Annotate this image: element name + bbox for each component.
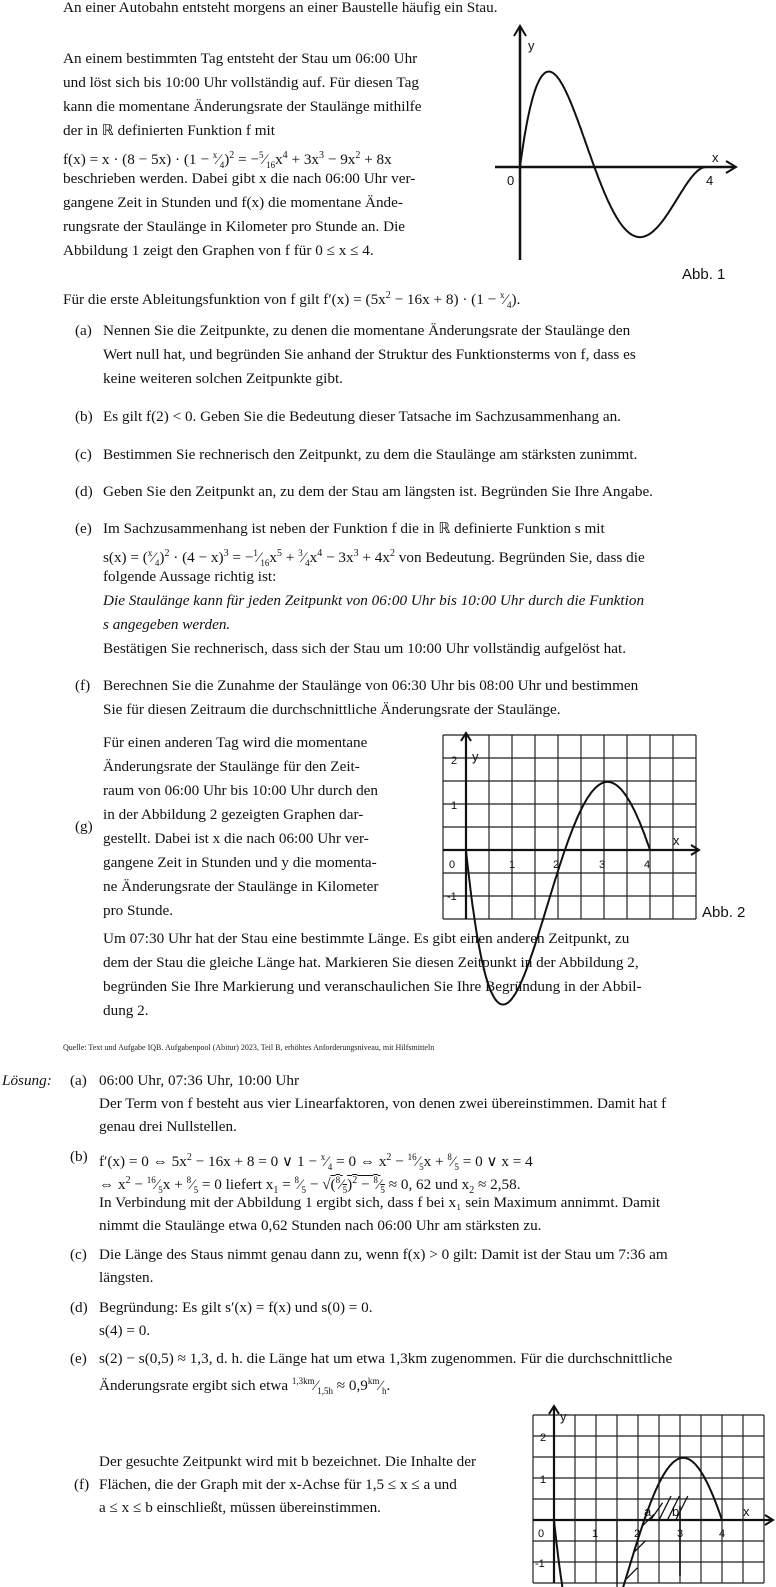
solution-f-line: Der gesuchte Zeitpunkt wird mit b bezeichnet. Die Inhalte der (99, 1453, 477, 1470)
y-tick-label: -1 (447, 891, 457, 903)
function-f-definition: $f(x) = x \cdot (8 - 5x) \cdot (1 - ^x⁄_4)^2$ = $-^5⁄_{16}x^4 + 3x^3 - 9x^2 + 8x$ (63, 150, 392, 171)
task-a-line: Wert null hat, und begründen Sie anhand der Struktur des Funktionsterms von f, dass es (103, 346, 636, 363)
function-s-definition: $s(x) = (^x⁄_4)^2 \cdot (4 - x)^3$ = $-^1⁄_{16}x^5$ + $^3⁄_4x^4 - 3x^3 + 4x^2$ von Bedeutung. Begründen Sie, dass die (103, 548, 645, 569)
task-g-line: Für einen anderen Tag wird die momentane (103, 734, 368, 751)
task-g-line: Um 07:30 Uhr hat der Stau eine bestimmte Länge. Es gibt einen anderen Zeitpunkt, zu (103, 930, 630, 947)
task-e-line: Im Sachzusammenhang ist neben der Funktion f die in ℝ definierte Funktion s mit (103, 520, 605, 537)
x-tick-label: 1 (592, 1528, 599, 1540)
task-label: (e) (75, 520, 92, 537)
figure-1-caption: Abb. 1 (682, 266, 726, 283)
task-g-line: in der Abbildung 2 gezeigten Graphen dar- (103, 806, 364, 823)
task-g-line: begründen Sie Ihre Markierung und veranschaulichen Sie Ihre Begründung in der Abbil- (103, 978, 642, 995)
task-e-statement: Die Staulänge kann für jeden Zeitpunkt von 06:00 Uhr bis 10:00 Uhr durch die Funktion (103, 592, 645, 609)
solution-b-line: ⇔ $x^2$ − $^{16}⁄_5x$ + $^8⁄_5 = 0$ liefert $x_1$ = $^8⁄_5$ − $√(^8⁄_5)^2$ − $^8⁄_5 \approx 0$, 62 und $x_2 \approx 2,58$. (99, 1175, 521, 1197)
graph-f (520, 72, 706, 238)
x-tick-label: 1 (509, 859, 516, 871)
solution-label: (f) (74, 1476, 90, 1493)
task-a-line: keine weiteren solchen Zeitpunkte gibt. (103, 370, 343, 387)
solution-b-line: nimmt die Staulänge etwa 0,62 Stunden nach 06:00 Uhr am stärksten zu. (99, 1217, 542, 1234)
x-tick-label: 3 (677, 1528, 684, 1540)
y-tick-label: 1 (451, 800, 458, 812)
x-tick-label: 4 (719, 1528, 726, 1540)
context-line: Abbildung 1 zeigt den Graphen von f für 0 ≤ x ≤ 4. (63, 242, 374, 259)
task-b-line: Es gilt f(2) < 0. Geben Sie die Bedeutung dieser Tatsache im Sachzusammenhang an. (103, 408, 621, 425)
task-g-line: gestellt. Dabei ist x die nach 06:00 Uhr ver- (103, 830, 369, 847)
solution-label: (a) (70, 1072, 87, 1089)
x-tick-label: 4 (644, 859, 651, 871)
context-line: gangene Zeit in Stunden und f(x) die momentane Ände- (63, 194, 403, 211)
task-c-line: Bestimmen Sie rechnerisch den Zeitpunkt, zu dem die Staulänge am stärksten zunimmt. (103, 446, 638, 463)
solution-d-line: s(4) = 0. (99, 1322, 151, 1339)
y-tick-label: 1 (540, 1474, 547, 1486)
y-tick-label: -1 (535, 1558, 545, 1570)
task-g-line: dem der Stau die gleiche Länge hat. Markieren Sie diesen Zeitpunkt in der Abbildung 2, (103, 954, 639, 971)
task-f-line: Sie für diesen Zeitraum die durchschnittliche Änderungsrate der Staulänge. (103, 701, 561, 718)
task-label: (g) (75, 818, 93, 835)
solution-f-line: a ≤ x ≤ b einschließt, müssen übereinstimmen. (99, 1499, 381, 1516)
task-g-line: pro Stunde. (103, 902, 174, 919)
marker-a-label: a (644, 1504, 652, 1519)
figure-2-caption: Abb. 2 (702, 904, 746, 921)
context-line: beschrieben werden. Dabei gibt x die nach 06:00 Uhr ver- (63, 170, 416, 187)
x-axis-label: x (743, 1504, 750, 1519)
task-label: (a) (75, 322, 92, 339)
task-e-line: folgende Aussage richtig ist: (103, 568, 277, 585)
context-line: kann die momentane Änderungsrate der Staulänge mithilfe (63, 98, 422, 115)
task-label: (f) (75, 677, 91, 694)
task-g-line: Änderungsrate der Staulänge für den Zeit- (103, 758, 360, 775)
task-f-line: Berechnen Sie die Zunahme der Staulänge von 06:30 Uhr bis 08:00 Uhr und bestimmen (103, 677, 639, 694)
task-g-line: ne Änderungsrate der Staulänge in Kilometer (103, 878, 379, 895)
figure-2-graph (443, 735, 703, 925)
solution-e-line: s(2) − s(0,5) ≈ 1,3, d. h. die Länge hat um etwa 1,3km zugenommen. Für die durchschnittliche (99, 1350, 673, 1367)
marker-b-label: b (672, 1504, 680, 1519)
solution-label: (d) (70, 1299, 88, 1316)
solution-b-line: In Verbindung mit der Abbildung 1 ergibt sich, dass f bei x₁ sein Maximum annimmt. Damit (99, 1194, 661, 1211)
task-label: (b) (75, 408, 93, 425)
y-axis-label: y (528, 38, 535, 53)
solution-f-line: Flächen, die der Graph mit der x-Achse für 1,5 ≤ x ≤ a und (99, 1476, 457, 1493)
solution-b-line: f′(x) = 0 ⇔ $5x^2 - 16x + 8 = 0$ ∨ $1 - ^x⁄_4 = 0$ ⇔ $x^2$ − $^{16}⁄_5x$ + $^8⁄_5 = 0$ ∨ x = 4 (99, 1152, 533, 1173)
task-e-line: Bestätigen Sie rechnerisch, dass sich der Stau um 10:00 Uhr vollständig aufgelöst hat. (103, 640, 627, 657)
solution-c-line: Die Länge des Staus nimmt genau dann zu, wenn f(x) > 0 gilt: Damit ist der Stau um 7:36 am (99, 1246, 668, 1263)
task-d-line: Geben Sie den Zeitpunkt an, zu dem der Stau am längsten ist. Begründen Sie Ihre Angabe. (103, 483, 653, 500)
y-axis-label: y (560, 1409, 567, 1424)
solution-a-line: genau drei Nullstellen. (99, 1118, 237, 1135)
x-axis-label: x (673, 833, 680, 848)
task-e-statement: s angegeben werden. (103, 616, 231, 633)
grid (533, 1415, 764, 1583)
task-g-line: dung 2. (103, 1002, 149, 1019)
context-line: An einem bestimmten Tag entsteht der Stau um 06:00 Uhr (63, 50, 418, 67)
solution-a-line: Der Term von f besteht aus vier Linearfaktoren, von denen zwei übereinstimmen. Damit hat f (99, 1095, 667, 1112)
task-a-line: Nennen Sie die Zeitpunkte, zu denen die momentane Änderungsrate der Staulänge den (103, 322, 631, 339)
solution-a-line: 06:00 Uhr, 07:36 Uhr, 10:00 Uhr (99, 1072, 300, 1089)
solution-heading: Lösung: (2, 1072, 52, 1089)
solution-label: (e) (70, 1350, 87, 1367)
solution-c-line: längsten. (99, 1269, 154, 1286)
x-tick-label: 2 (634, 1528, 641, 1540)
task-label: (d) (75, 483, 93, 500)
solution-label: (c) (70, 1246, 87, 1263)
x-tick-label: 2 (553, 859, 560, 871)
y-axis-label: y (472, 749, 479, 764)
task-label: (c) (75, 446, 92, 463)
x-tick-label: 0 (449, 859, 456, 871)
x-tick-label: 0 (538, 1528, 545, 1540)
x-tick-label: 3 (599, 859, 606, 871)
context-line: rungsrate der Staulänge in Kilometer pro Stunde an. Die (63, 218, 406, 235)
origin-label: 0 (507, 173, 515, 188)
task-g-line: raum von 06:00 Uhr bis 10:00 Uhr durch den (103, 782, 379, 799)
y-tick-label: 2 (451, 755, 458, 767)
grid (443, 735, 696, 919)
y-tick-label: 2 (540, 1432, 547, 1444)
solution-graph (533, 1400, 776, 1586)
context-line: und löst sich bis 10:00 Uhr vollständig auf. Für diesen Tag (63, 74, 419, 91)
x-axis-label: x (712, 150, 719, 165)
intro-text: An einer Autobahn entsteht morgens an einer Baustelle häufig ein Stau. (63, 0, 498, 16)
task-g-line: gangene Zeit in Stunden und y die momenta- (103, 854, 377, 871)
solution-e-line: Änderungsrate ergibt sich etwa $^{1,3km}⁄_{1,5h}$ ≈ $0,9^{km}⁄_h$. (99, 1376, 391, 1397)
derivative-line: Für die erste Ableitungsfunktion von f gilt $f'(x) = (5x^2 - 16x + 8) \cdot (1$ − $^x⁄_4$). (63, 290, 521, 311)
solution-d-line: Begründung: Es gilt s′(x) = f(x) und s(0) = 0. (99, 1299, 373, 1316)
solution-label: (b) (70, 1148, 88, 1165)
figure-1-graph (490, 20, 750, 270)
x-tick-label: 4 (706, 173, 714, 188)
context-line: der in ℝ definierten Funktion f mit (63, 122, 275, 139)
source-note: Quelle: Text und Aufgabe IQB. Aufgabenpool (Abitur) 2023, Teil B, erhöhtes Anforderungsniveau, mit Hilfsmitteln (63, 1043, 435, 1052)
